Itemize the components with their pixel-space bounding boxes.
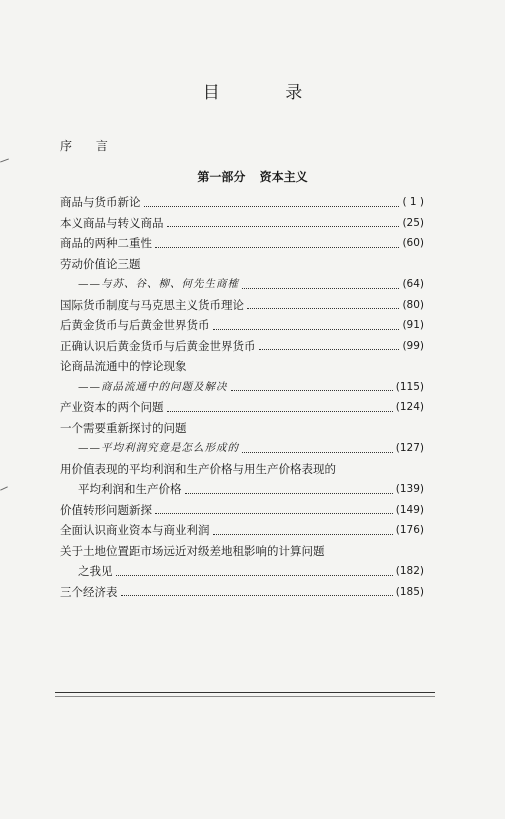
toc-entry-page: (139) <box>395 483 424 495</box>
toc-entry[interactable] <box>60 418 424 439</box>
toc-entry-page: (127) <box>395 442 424 454</box>
dot-leader <box>242 452 393 453</box>
dot-leader <box>155 247 399 248</box>
toc-entry-title: 用价值表现的平均利润和生产价格与用生产价格表现的 <box>60 461 336 476</box>
toc-entry-title: 之我见 <box>78 564 113 578</box>
toc-entry[interactable] <box>60 500 424 521</box>
toc-entry[interactable] <box>60 254 424 275</box>
toc-entry[interactable] <box>60 582 424 603</box>
part-heading: 第一部分 资本主义 <box>197 170 308 184</box>
dot-leader <box>213 534 393 535</box>
toc-entry-title: 后黄金货币与后黄金世界货币 <box>60 318 210 332</box>
toc-entry-title: 劳动价值论三题 <box>60 256 141 271</box>
toc-entry-subtitle[interactable] <box>60 377 424 398</box>
toc-entry[interactable] <box>60 459 424 480</box>
scan-mark <box>0 158 9 162</box>
toc-entry[interactable] <box>60 520 424 541</box>
page-title: 目 录 <box>202 83 333 103</box>
toc-entry-subtitle[interactable] <box>60 438 424 459</box>
toc-entry[interactable] <box>60 356 424 377</box>
toc-entry-title: 三个经济表 <box>60 584 118 599</box>
toc-entry[interactable] <box>60 315 424 336</box>
toc-entry-title: ——与苏、谷、柳、何先生商榷 <box>78 278 239 290</box>
preface-heading: 序 言 <box>60 139 118 153</box>
toc-entry-continuation[interactable] <box>60 561 424 582</box>
toc-entry[interactable] <box>60 295 424 316</box>
toc-entry-title: 产业资本的两个问题 <box>60 400 164 414</box>
toc-entry-title: ——商品流通中的问题及解决 <box>78 380 228 393</box>
toc-entry-page: (149) <box>395 503 424 516</box>
toc-entry-title: 平均利润和生产价格 <box>78 482 182 496</box>
toc-entry-title: 论商品流通中的悖论现象 <box>60 359 187 373</box>
toc-entry-title: 正确认识后黄金货币与后黄金世界货币 <box>60 338 256 353</box>
dot-leader <box>121 595 393 596</box>
toc-entry[interactable] <box>60 397 424 418</box>
toc-entry-page: (80) <box>402 298 424 311</box>
toc-entry-page: (99) <box>402 339 424 352</box>
dot-leader <box>155 513 393 514</box>
toc-entry-page: (60) <box>402 237 424 249</box>
toc-entry-subtitle[interactable] <box>60 274 424 295</box>
toc-entry-page: (115) <box>395 380 424 393</box>
toc-entry-page: (185) <box>395 585 424 598</box>
toc-entry-page: ( 1 ) <box>402 196 424 208</box>
toc-entry[interactable] <box>60 213 424 234</box>
toc-entry-page: (124) <box>395 401 424 413</box>
toc-entry-title: 国际货币制度与马克思主义货币理论 <box>60 297 244 312</box>
toc-entry-title: 价值转形问题新探 <box>60 502 152 517</box>
footer-rule <box>55 692 435 693</box>
toc-entry-page: (182) <box>395 565 424 577</box>
footer-rule-thin <box>55 696 435 697</box>
table-of-contents <box>60 192 424 602</box>
toc-entry-page: (64) <box>402 278 424 290</box>
toc-entry-title: 关于土地位置距市场远近对级差地租影响的计算问题 <box>60 543 325 558</box>
dot-leader <box>242 288 399 289</box>
toc-entry-title: 一个需要重新探讨的问题 <box>60 420 187 435</box>
toc-entry[interactable] <box>60 541 424 562</box>
toc-entry[interactable] <box>60 192 424 213</box>
dot-leader <box>167 411 393 412</box>
dot-leader <box>259 349 400 350</box>
toc-entry-title: 商品与货币新论 <box>60 195 141 209</box>
scan-mark <box>0 486 8 490</box>
toc-entry-page: (176) <box>395 524 424 536</box>
dot-leader <box>185 493 393 494</box>
toc-entry[interactable] <box>60 233 424 254</box>
dot-leader <box>213 329 400 330</box>
dot-leader <box>167 226 400 227</box>
toc-entry-page: (25) <box>402 216 424 229</box>
dot-leader <box>116 575 393 576</box>
toc-entry-continuation[interactable] <box>60 479 424 500</box>
toc-entry-title: 商品的两种二重性 <box>60 236 152 250</box>
toc-entry-title: ——平均利润究竟是怎么形成的 <box>78 442 239 454</box>
toc-entry[interactable] <box>60 336 424 357</box>
toc-entry-title: 全面认识商业资本与商业利润 <box>60 523 210 537</box>
toc-entry-title: 本义商品与转义商品 <box>60 215 164 230</box>
dot-leader <box>144 206 400 207</box>
toc-entry-page: (91) <box>402 319 424 331</box>
dot-leader <box>247 308 399 309</box>
dot-leader <box>231 390 393 391</box>
